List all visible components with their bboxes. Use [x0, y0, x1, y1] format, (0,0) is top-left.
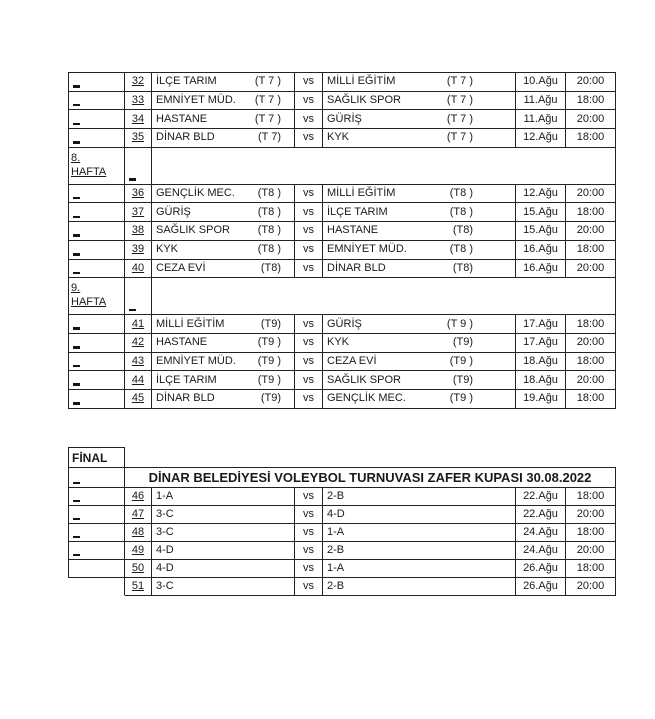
- week-empty-cell: [152, 278, 616, 314]
- home-team-cell: [152, 524, 295, 542]
- match-number: 36: [125, 185, 152, 203]
- away-group-tag: (T9): [452, 373, 473, 386]
- final-match-row: [68, 506, 616, 524]
- away-group-tag: (T9): [452, 336, 473, 349]
- margin-cell: [68, 353, 125, 371]
- home-team-cell: [152, 488, 295, 506]
- cell-marker: [73, 536, 80, 539]
- match-time: 20:00: [566, 185, 616, 203]
- home-group-tag: (T8 ): [257, 243, 281, 256]
- away-team-cell: [323, 390, 516, 408]
- away-team-name: GÜRİŞ: [327, 317, 362, 330]
- cell-marker: [73, 272, 80, 275]
- match-time: 20:00: [566, 110, 616, 128]
- match-time: 20:00: [566, 506, 616, 524]
- away-team-name: 2-B: [327, 580, 345, 592]
- home-team-name: İLÇE TARIM: [156, 75, 217, 88]
- margin-cell: [68, 315, 125, 333]
- final-title-row: [68, 467, 616, 488]
- away-team-name: KYK: [327, 131, 350, 144]
- vs-label: vs: [295, 542, 323, 560]
- week-number: 9.: [71, 282, 81, 295]
- home-team-name: 1-A: [156, 490, 174, 502]
- away-team-name: MİLLİ EĞİTİM: [327, 75, 396, 88]
- match-time: 20:00: [566, 260, 616, 278]
- match-row: [68, 73, 616, 92]
- home-team-name: DİNAR BLD: [156, 131, 215, 144]
- margin-cell: [68, 524, 125, 542]
- match-date: 17.Ağu: [516, 334, 566, 352]
- margin-cell: [68, 390, 125, 408]
- vs-label: vs: [295, 371, 323, 389]
- match-number: 44: [125, 371, 152, 389]
- home-team-name: GÜRİŞ: [156, 205, 191, 218]
- home-team-cell: [152, 390, 295, 408]
- away-team-name: GÜRİŞ: [327, 112, 362, 125]
- vs-label: vs: [295, 260, 323, 278]
- match-date: 12.Ağu: [516, 185, 566, 203]
- match-date: 22.Ağu: [516, 506, 566, 524]
- margin-cell: [68, 542, 125, 560]
- match-date: 18.Ağu: [516, 353, 566, 371]
- home-team-cell: [152, 260, 295, 278]
- home-team-name: 4-D: [156, 544, 174, 556]
- cell-marker: [73, 123, 80, 126]
- vs-label: vs: [295, 222, 323, 240]
- match-date: 17.Ağu: [516, 315, 566, 333]
- away-team-name: 1-A: [327, 562, 345, 574]
- match-time: 18:00: [566, 560, 616, 578]
- vs-label: vs: [295, 315, 323, 333]
- vs-label: vs: [295, 92, 323, 110]
- margin-cell: [68, 260, 125, 278]
- home-group-tag: (T 7 ): [254, 75, 281, 88]
- final-table: [68, 447, 616, 596]
- match-number: 45: [125, 390, 152, 408]
- final-title: DİNAR BELEDİYESİ VOLEYBOL TURNUVASI ZAFER KUPASI 30.08.2022: [125, 468, 616, 487]
- match-row: [68, 241, 616, 260]
- margin-cell: [68, 334, 125, 352]
- margin-cell: [68, 110, 125, 128]
- week-number: 8.: [71, 151, 81, 164]
- away-team-cell: [323, 560, 516, 578]
- vs-label: vs: [295, 73, 323, 91]
- cell-marker: [73, 402, 80, 405]
- week-empty-cell: [152, 148, 616, 184]
- away-team-cell: [323, 185, 516, 203]
- away-team-name: 4-D: [327, 508, 345, 520]
- away-team-name: HASTANE: [327, 224, 379, 237]
- cell-marker: [73, 383, 80, 386]
- match-number: 42: [125, 334, 152, 352]
- match-row: [68, 222, 616, 241]
- away-team-cell: [323, 241, 516, 259]
- match-row: [68, 185, 616, 204]
- away-team-name: SAĞLIK SPOR: [327, 94, 401, 107]
- away-team-name: MİLLİ EĞİTİM: [327, 187, 396, 200]
- match-number: 47: [125, 506, 152, 524]
- away-team-cell: [323, 542, 516, 560]
- away-team-name: İLÇE TARIM: [327, 205, 388, 218]
- match-number: 46: [125, 488, 152, 506]
- final-header-row: [68, 447, 616, 467]
- week-header-cell: [68, 278, 125, 314]
- away-team-cell: [323, 129, 516, 147]
- schedule-table: [68, 72, 616, 409]
- match-time: 18:00: [566, 92, 616, 110]
- week-header-row: [68, 278, 616, 315]
- home-team-name: İLÇE TARIM: [156, 373, 217, 386]
- away-team-name: 2-B: [327, 544, 345, 556]
- away-team-cell: [323, 92, 516, 110]
- margin-cell: [68, 488, 125, 506]
- cell-marker: [73, 554, 80, 557]
- margin-cell: [68, 92, 125, 110]
- final-match-row: [68, 488, 616, 506]
- away-team-cell: [323, 315, 516, 333]
- margin-cell: [68, 241, 125, 259]
- away-group-tag: (T 7 ): [446, 94, 473, 107]
- margin-cell: [68, 560, 125, 578]
- cell-marker: [73, 365, 80, 368]
- home-group-tag: (T8): [260, 261, 281, 274]
- away-group-tag: (T8): [452, 224, 473, 237]
- margin-cell: [68, 129, 125, 147]
- final-rows: [68, 488, 616, 596]
- home-team-name: KYK: [156, 243, 179, 256]
- home-team-cell: [152, 560, 295, 578]
- match-time: 20:00: [566, 578, 616, 596]
- home-team-name: CEZA EVİ: [156, 261, 206, 274]
- margin-cell: [68, 73, 125, 91]
- home-team-cell: [152, 371, 295, 389]
- vs-label: vs: [295, 203, 323, 221]
- home-team-name: 3-C: [156, 508, 174, 520]
- match-row: [68, 315, 616, 334]
- away-team-cell: [323, 506, 516, 524]
- away-group-tag: (T8 ): [449, 187, 473, 200]
- week-header-row: [68, 148, 616, 185]
- away-group-tag: (T8 ): [449, 205, 473, 218]
- match-date: 16.Ağu: [516, 260, 566, 278]
- cell-marker: [73, 482, 80, 485]
- week-header-cell: [68, 148, 125, 184]
- cell-marker: [73, 234, 80, 237]
- vs-label: vs: [295, 488, 323, 506]
- away-team-name: SAĞLIK SPOR: [327, 373, 401, 386]
- match-row: [68, 92, 616, 111]
- week-label: HAFTA: [71, 165, 107, 178]
- away-team-cell: [323, 488, 516, 506]
- vs-label: vs: [295, 129, 323, 147]
- match-number: 32: [125, 73, 152, 91]
- away-team-cell: [323, 260, 516, 278]
- match-date: 16.Ağu: [516, 241, 566, 259]
- match-number: 50: [125, 560, 152, 578]
- match-time: 20:00: [566, 222, 616, 240]
- away-team-cell: [323, 110, 516, 128]
- cell-marker: [73, 346, 80, 349]
- home-team-cell: [152, 353, 295, 371]
- match-row: [68, 353, 616, 372]
- vs-label: vs: [295, 578, 323, 596]
- final-match-row: [68, 578, 616, 596]
- match-time: 18:00: [566, 203, 616, 221]
- match-time: 18:00: [566, 524, 616, 542]
- home-group-tag: (T8 ): [257, 187, 281, 200]
- match-date: 12.Ağu: [516, 129, 566, 147]
- home-group-tag: (T8 ): [257, 205, 281, 218]
- match-number: 33: [125, 92, 152, 110]
- match-date: 15.Ağu: [516, 203, 566, 221]
- match-number: 51: [125, 578, 152, 596]
- match-number: 39: [125, 241, 152, 259]
- vs-label: vs: [295, 334, 323, 352]
- away-group-tag: (T 7 ): [446, 131, 473, 144]
- match-number: 40: [125, 260, 152, 278]
- away-team-name: 1-A: [327, 526, 345, 538]
- home-group-tag: (T9): [260, 317, 281, 330]
- match-row: [68, 260, 616, 279]
- home-group-tag: (T 7 ): [254, 112, 281, 125]
- home-team-name: GENÇLİK MEC.: [156, 187, 235, 200]
- home-team-name: DİNAR BLD: [156, 392, 215, 405]
- match-number: 38: [125, 222, 152, 240]
- away-group-tag: (T9 ): [449, 392, 473, 405]
- away-team-name: DİNAR BLD: [327, 261, 386, 274]
- away-team-cell: [323, 222, 516, 240]
- match-number: 49: [125, 542, 152, 560]
- home-team-cell: [152, 222, 295, 240]
- home-team-name: HASTANE: [156, 112, 208, 125]
- vs-label: vs: [295, 110, 323, 128]
- final-label-cell: [68, 447, 125, 467]
- away-team-name: 2-B: [327, 490, 345, 502]
- home-team-name: 3-C: [156, 580, 174, 592]
- vs-label: vs: [295, 506, 323, 524]
- match-time: 18:00: [566, 488, 616, 506]
- week-number-cell: [125, 148, 152, 184]
- final-title-margin-cell: [68, 468, 125, 487]
- cell-marker: [73, 141, 80, 144]
- cell-marker: [73, 327, 80, 330]
- final-match-row: [68, 560, 616, 578]
- away-team-cell: [323, 203, 516, 221]
- match-row: [68, 334, 616, 353]
- home-team-name: EMNİYET MÜD.: [156, 354, 236, 367]
- margin-cell: [68, 203, 125, 221]
- away-team-cell: [323, 73, 516, 91]
- schedule-rows: [68, 73, 616, 409]
- cell-marker: [129, 178, 136, 181]
- away-group-tag: (T 7 ): [446, 112, 473, 125]
- home-team-name: HASTANE: [156, 336, 208, 349]
- away-group-tag: (T9 ): [449, 354, 473, 367]
- home-group-tag: (T8 ): [257, 224, 281, 237]
- home-group-tag: (T9): [260, 392, 281, 405]
- home-team-cell: [152, 506, 295, 524]
- cell-marker: [129, 309, 136, 312]
- margin-cell: [68, 185, 125, 203]
- match-date: 24.Ağu: [516, 542, 566, 560]
- away-team-cell: [323, 353, 516, 371]
- match-time: 18:00: [566, 390, 616, 408]
- home-team-name: MİLLİ EĞİTİM: [156, 317, 225, 330]
- cell-marker: [73, 197, 80, 200]
- match-number: 41: [125, 315, 152, 333]
- away-team-cell: [323, 524, 516, 542]
- home-team-cell: [152, 315, 295, 333]
- final-match-row: [68, 524, 616, 542]
- match-time: 20:00: [566, 334, 616, 352]
- home-team-name: 4-D: [156, 562, 174, 574]
- match-date: 24.Ağu: [516, 524, 566, 542]
- match-time: 18:00: [566, 353, 616, 371]
- cell-marker: [73, 518, 80, 521]
- vs-label: vs: [295, 524, 323, 542]
- cell-marker: [73, 253, 80, 256]
- home-team-cell: [152, 92, 295, 110]
- cell-marker: [73, 104, 80, 107]
- margin-cell: [68, 371, 125, 389]
- vs-label: vs: [295, 241, 323, 259]
- week-label: HAFTA: [71, 296, 107, 309]
- home-team-name: 3-C: [156, 526, 174, 538]
- away-team-name: EMNİYET MÜD.: [327, 243, 407, 256]
- match-time: 18:00: [566, 241, 616, 259]
- match-number: 35: [125, 129, 152, 147]
- home-team-cell: [152, 334, 295, 352]
- vs-label: vs: [295, 353, 323, 371]
- home-team-cell: [152, 241, 295, 259]
- away-team-cell: [323, 334, 516, 352]
- week-number-cell: [125, 278, 152, 314]
- final-match-row: [68, 542, 616, 560]
- home-group-tag: (T 7 ): [254, 94, 281, 107]
- match-date: 26.Ağu: [516, 578, 566, 596]
- away-team-name: KYK: [327, 336, 350, 349]
- away-team-cell: [323, 371, 516, 389]
- match-time: 18:00: [566, 129, 616, 147]
- match-date: 15.Ağu: [516, 222, 566, 240]
- match-row: [68, 203, 616, 222]
- cell-marker: [73, 216, 80, 219]
- home-group-tag: (T9 ): [257, 373, 281, 386]
- match-date: 26.Ağu: [516, 560, 566, 578]
- match-row: [68, 390, 616, 409]
- match-time: 20:00: [566, 73, 616, 91]
- margin-cell: [68, 506, 125, 524]
- match-date: 11.Ağu: [516, 92, 566, 110]
- final-label: FİNAL: [72, 450, 108, 465]
- home-team-name: EMNİYET MÜD.: [156, 94, 236, 107]
- home-team-cell: [152, 203, 295, 221]
- away-group-tag: (T 7 ): [446, 75, 473, 88]
- match-row: [68, 371, 616, 390]
- home-team-cell: [152, 185, 295, 203]
- match-number: 43: [125, 353, 152, 371]
- match-time: 20:00: [566, 371, 616, 389]
- home-team-name: SAĞLIK SPOR: [156, 224, 230, 237]
- home-team-cell: [152, 73, 295, 91]
- match-row: [68, 129, 616, 148]
- match-date: 18.Ağu: [516, 371, 566, 389]
- home-group-tag: (T 7): [257, 131, 281, 144]
- vs-label: vs: [295, 185, 323, 203]
- cell-marker: [73, 85, 80, 88]
- away-team-cell: [323, 578, 516, 596]
- match-date: 11.Ağu: [516, 110, 566, 128]
- match-row: [68, 110, 616, 129]
- home-team-cell: [152, 110, 295, 128]
- match-date: 19.Ağu: [516, 390, 566, 408]
- away-group-tag: (T 9 ): [446, 317, 473, 330]
- match-number: 48: [125, 524, 152, 542]
- away-group-tag: (T8 ): [449, 243, 473, 256]
- vs-label: vs: [295, 390, 323, 408]
- match-date: 22.Ağu: [516, 488, 566, 506]
- match-number: 34: [125, 110, 152, 128]
- home-group-tag: (T9 ): [257, 354, 281, 367]
- away-team-name: GENÇLİK MEC.: [327, 392, 406, 405]
- home-team-cell: [152, 542, 295, 560]
- margin-cell: [68, 222, 125, 240]
- vs-label: vs: [295, 560, 323, 578]
- match-time: 18:00: [566, 315, 616, 333]
- away-group-tag: (T8): [452, 261, 473, 274]
- cell-marker: [73, 500, 80, 503]
- home-group-tag: (T9 ): [257, 336, 281, 349]
- match-date: 10.Ağu: [516, 73, 566, 91]
- home-team-cell: [152, 129, 295, 147]
- match-time: 20:00: [566, 542, 616, 560]
- margin-cell: [68, 578, 125, 596]
- away-team-name: CEZA EVİ: [327, 354, 377, 367]
- match-number: 37: [125, 203, 152, 221]
- home-team-cell: [152, 578, 295, 596]
